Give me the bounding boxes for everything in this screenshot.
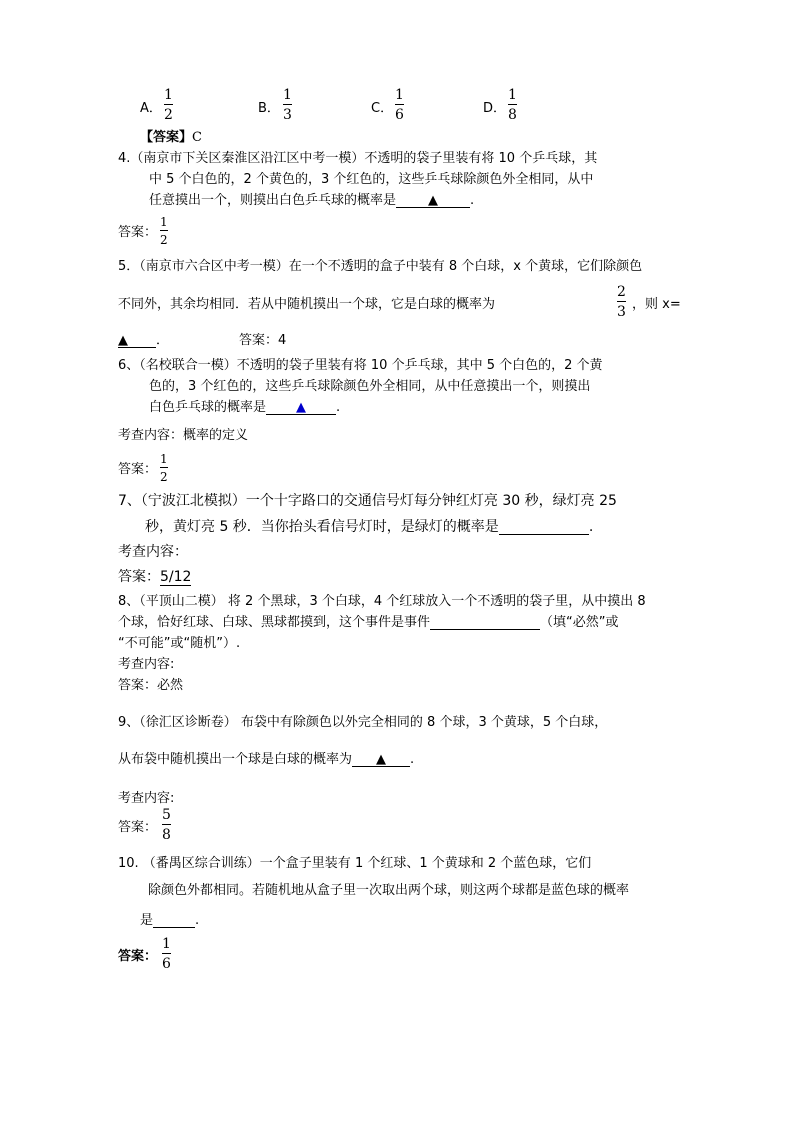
q8-answer-blank: [430, 616, 540, 630]
q6-answer-blank: [266, 401, 336, 415]
option-b-denominator: 3: [283, 107, 292, 123]
option-a-denominator: 2: [164, 107, 173, 123]
triangle-icon: ▲: [428, 193, 439, 208]
fraction-bar: [162, 953, 171, 954]
option-b-numerator: 1: [283, 87, 292, 103]
q5-probability-fraction: [617, 285, 626, 319]
q4-line3-text: 任意摸出一个，则摸出白色乒乓球的概率是: [149, 193, 397, 208]
fraction-bar: [508, 104, 517, 105]
q9-answer-numerator: 5: [162, 807, 171, 823]
q10-line3-end: .: [195, 913, 200, 928]
q9-line2: [118, 753, 414, 767]
q10-line3: [140, 914, 199, 928]
q4-answer-denominator: 2: [160, 233, 168, 247]
q9-answer-denominator: 8: [162, 827, 171, 843]
q5-fraction-denominator: 3: [617, 304, 626, 320]
fraction-bar: [164, 104, 173, 105]
fraction-bar: [617, 301, 626, 302]
q5-fraction-numerator: 2: [617, 284, 626, 300]
q7-answer-value: 5/12: [160, 569, 192, 585]
triangle-icon: ▲: [376, 752, 387, 767]
q6-answer-label: 答案：: [118, 462, 158, 477]
option-c-fraction: [395, 88, 404, 122]
fraction-bar: [160, 230, 168, 231]
option-a-numerator: 1: [164, 87, 173, 103]
q6-line3: [149, 401, 340, 415]
option-c-label: C．: [371, 101, 394, 116]
q4-line3-end: .: [470, 193, 475, 208]
option-d-denominator: 8: [508, 107, 517, 123]
q4-line3: [149, 194, 474, 208]
fraction-bar: [162, 824, 171, 825]
q5-line2-end: ，则 x=: [632, 297, 681, 312]
q7-line2: [145, 520, 593, 535]
q5-answer: 答案：4: [239, 333, 287, 348]
q7-line1: 7、（宁波江北模拟）一个十字路口的交通信号灯每分钟红灯亮 30 秒，绿灯亮 25: [118, 493, 617, 509]
top-answer-value: C: [192, 130, 202, 145]
q7-answer-blank: [499, 520, 589, 535]
q9-line1: 9、（徐汇区诊断卷） 布袋中有除颜色以外完全相同的 8 个球，3 个黄球，5 个白球，: [118, 715, 608, 730]
fraction-bar: [283, 104, 292, 105]
q8-line2-text: 个球，恰好红球、白球、黑球都摸到，这个事件是事件: [118, 615, 431, 630]
option-d-label: D．: [483, 101, 507, 116]
q6-answer-fraction: [160, 453, 168, 483]
q6-topic: 考查内容：概率的定义: [118, 428, 249, 443]
option-c-numerator: 1: [395, 87, 404, 103]
q4-answer-fraction: [160, 216, 168, 246]
q10-answer-numerator: 1: [162, 936, 171, 952]
q5-line2-text: 不同外，其余均相同．若从中随机摸出一个球，它是白球的概率为: [118, 297, 496, 312]
q7-answer-label: 答案：: [118, 569, 160, 585]
q7-topic: 考查内容：: [118, 544, 188, 560]
q5-line3: [118, 334, 169, 348]
q8-line2: [118, 616, 619, 630]
q4-line1: 4.（南京市下关区秦淮区沿江区中考一模）不透明的袋子里装有将 10 个乒乓球，其: [118, 151, 598, 166]
q5-line3-end: ．: [156, 333, 170, 348]
q10-answer-denominator: 6: [162, 956, 171, 972]
q10-answer-label: 答案：: [118, 949, 158, 964]
option-a-label: A．: [140, 101, 162, 116]
q6-line3-end: .: [336, 400, 341, 415]
q8-line2-end: （填“必然”或: [540, 615, 619, 630]
top-answer-label: 【答案】: [140, 130, 193, 145]
q6-line3-text: 白色乒乓球的概率是: [149, 400, 267, 415]
option-a-fraction: [164, 88, 173, 122]
q8-line1: 8、（平顶山二模） 将 2 个黑球，3 个白球，4 个红球放入一个不透明的袋子里，从中摸出 8: [118, 594, 646, 609]
q6-answer-numerator: 1: [160, 452, 168, 466]
q7-line2-end: .: [588, 519, 594, 535]
option-c-denominator: 6: [395, 107, 404, 123]
q10-line2: 除颜色外都相同。若随机地从盒子里一次取出两个球，则这两个球都是蓝色球的概率: [148, 883, 630, 898]
q4-answer-label: 答案：: [118, 225, 158, 240]
triangle-icon: ▲: [118, 333, 128, 348]
q4-answer-blank: [396, 194, 470, 208]
q8-answer: 答案：必然: [118, 678, 184, 693]
option-b-label: B．: [258, 101, 280, 116]
q9-line2-end: .: [410, 752, 415, 767]
q9-answer-fraction: [162, 808, 171, 842]
q4-answer-numerator: 1: [160, 215, 168, 229]
option-d-numerator: 1: [508, 87, 517, 103]
q10-line1: 10. （番禺区综合训练）一个盒子里装有 1 个红球、1 个黄球和 2 个蓝色球，它们: [118, 856, 592, 871]
option-d-fraction: [508, 88, 517, 122]
triangle-icon: ▲: [296, 400, 307, 415]
option-b-fraction: [283, 88, 292, 122]
q9-answer-blank: [352, 753, 410, 767]
q9-answer-label: 答案：: [118, 820, 158, 835]
fraction-bar: [160, 467, 168, 468]
q6-line2: 色的，3 个红色的，这些乒乓球除颜色外全相同，从中任意摸出一个，则摸出: [149, 379, 591, 394]
q4-line2: 中 5 个白色的，2 个黄色的，3 个红色的，这些乒乓球除颜色外全相同，从中: [149, 172, 594, 187]
q8-line3: “不可能”或“随机”）.: [118, 636, 241, 651]
q6-answer-denominator: 2: [160, 470, 168, 484]
q7-answer: [118, 570, 191, 584]
q10-line3-text: 是: [140, 913, 154, 928]
q10-answer-fraction: [162, 937, 171, 971]
top-answer: [140, 131, 202, 144]
q8-topic: 考查内容:: [118, 657, 175, 672]
q7-line2-text: 秒，黄灯亮 5 秒．当你抬头看信号灯时，是绿灯的概率是: [145, 519, 499, 535]
q6-line1: 6、（名校联合一模）不透明的袋子里装有将 10 个乒乓球，其中 5 个白色的，2 个黄: [118, 358, 603, 373]
q9-topic: 考查内容:: [118, 791, 175, 806]
q10-answer-blank: [153, 914, 195, 928]
q5-line1: 5．（南京市六合区中考一模）在一个不透明的盒子中装有 8 个白球，x 个黄球，它们除颜色: [118, 259, 643, 274]
fraction-bar: [395, 104, 404, 105]
q9-line2-text: 从布袋中随机摸出一个球是白球的概率为: [118, 752, 353, 767]
q5-answer-blank: [118, 334, 156, 348]
